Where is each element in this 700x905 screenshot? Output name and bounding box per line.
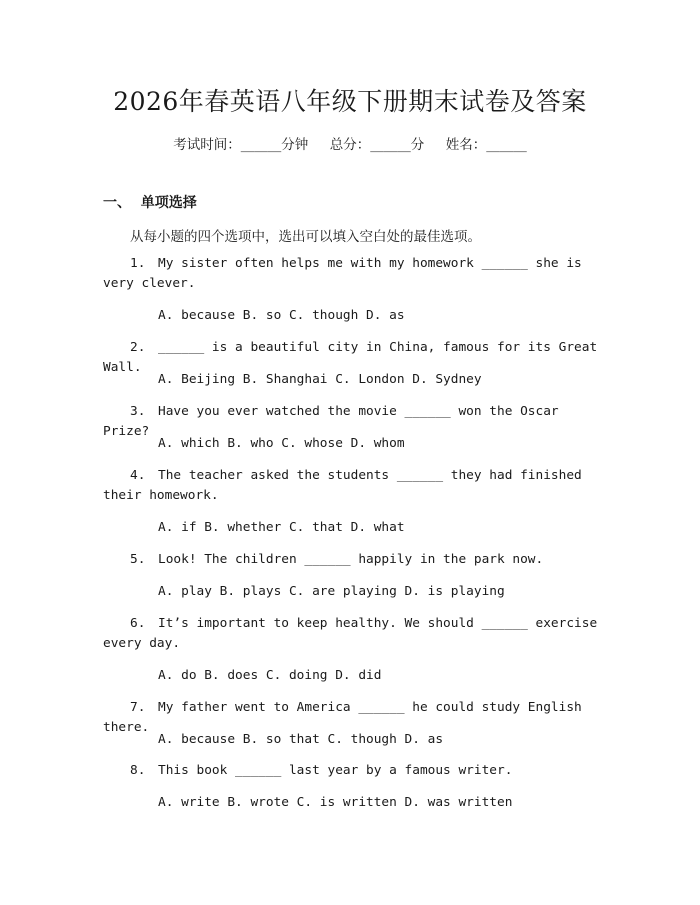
question-text: Look! The children ______ happily in the park now.: [158, 552, 544, 567]
question-1-options: A. because B. so C. though D. as: [158, 308, 405, 323]
question-text: This book ______ last year by a famous writer.: [158, 763, 513, 778]
question-4-options: A. if B. whether C. that D. what: [158, 520, 405, 535]
exam-meta-line: 考试时间：______分钟 总分：______分 姓名：______: [173, 137, 527, 153]
question-6: [103, 614, 598, 654]
section-heading: 一、 单项选择: [103, 195, 197, 211]
question-4: [103, 466, 598, 506]
question-number: 7.: [130, 700, 146, 715]
question-number: 2.: [130, 340, 146, 355]
question-number: 3.: [130, 404, 146, 419]
question-7-options: A. because B. so that C. though D. as: [158, 732, 444, 747]
question-1: [103, 254, 598, 294]
question-number: 1.: [130, 256, 146, 271]
question-text: My father went to America ______ he could study English there.: [103, 700, 582, 735]
question-number: 5.: [130, 552, 146, 567]
question-text: Have you ever watched the movie ______ won the Oscar Prize?: [103, 404, 559, 439]
question-6-options: A. do B. does C. doing D. did: [158, 668, 382, 683]
question-2-options: A. Beijing B. Shanghai C. London D. Sydney: [158, 372, 482, 387]
exam-title: 2026年春英语八年级下册期末试卷及答案: [113, 87, 587, 116]
question-text: My sister often helps me with my homework ______ she is very clever.: [103, 256, 582, 291]
question-number: 6.: [130, 616, 146, 631]
section-instruction: 从每小题的四个选项中，选出可以填入空白处的最佳选项。: [130, 229, 481, 245]
question-number: 8.: [130, 763, 146, 778]
question-text: The teacher asked the students ______ they had finished their homework.: [103, 468, 582, 503]
question-text: ______ is a beautiful city in China, famous for its Great Wall.: [103, 340, 598, 375]
question-3-options: A. which B. who C. whose D. whom: [158, 436, 405, 451]
question-8-options: A. write B. wrote C. is written D. was written: [158, 795, 513, 810]
question-5: [103, 550, 598, 570]
question-text: It’s important to keep healthy. We should ______ exercise every day.: [103, 616, 598, 651]
question-number: 4.: [130, 468, 146, 483]
question-5-options: A. play B. plays C. are playing D. is playing: [158, 584, 505, 599]
question-8: [103, 761, 598, 781]
